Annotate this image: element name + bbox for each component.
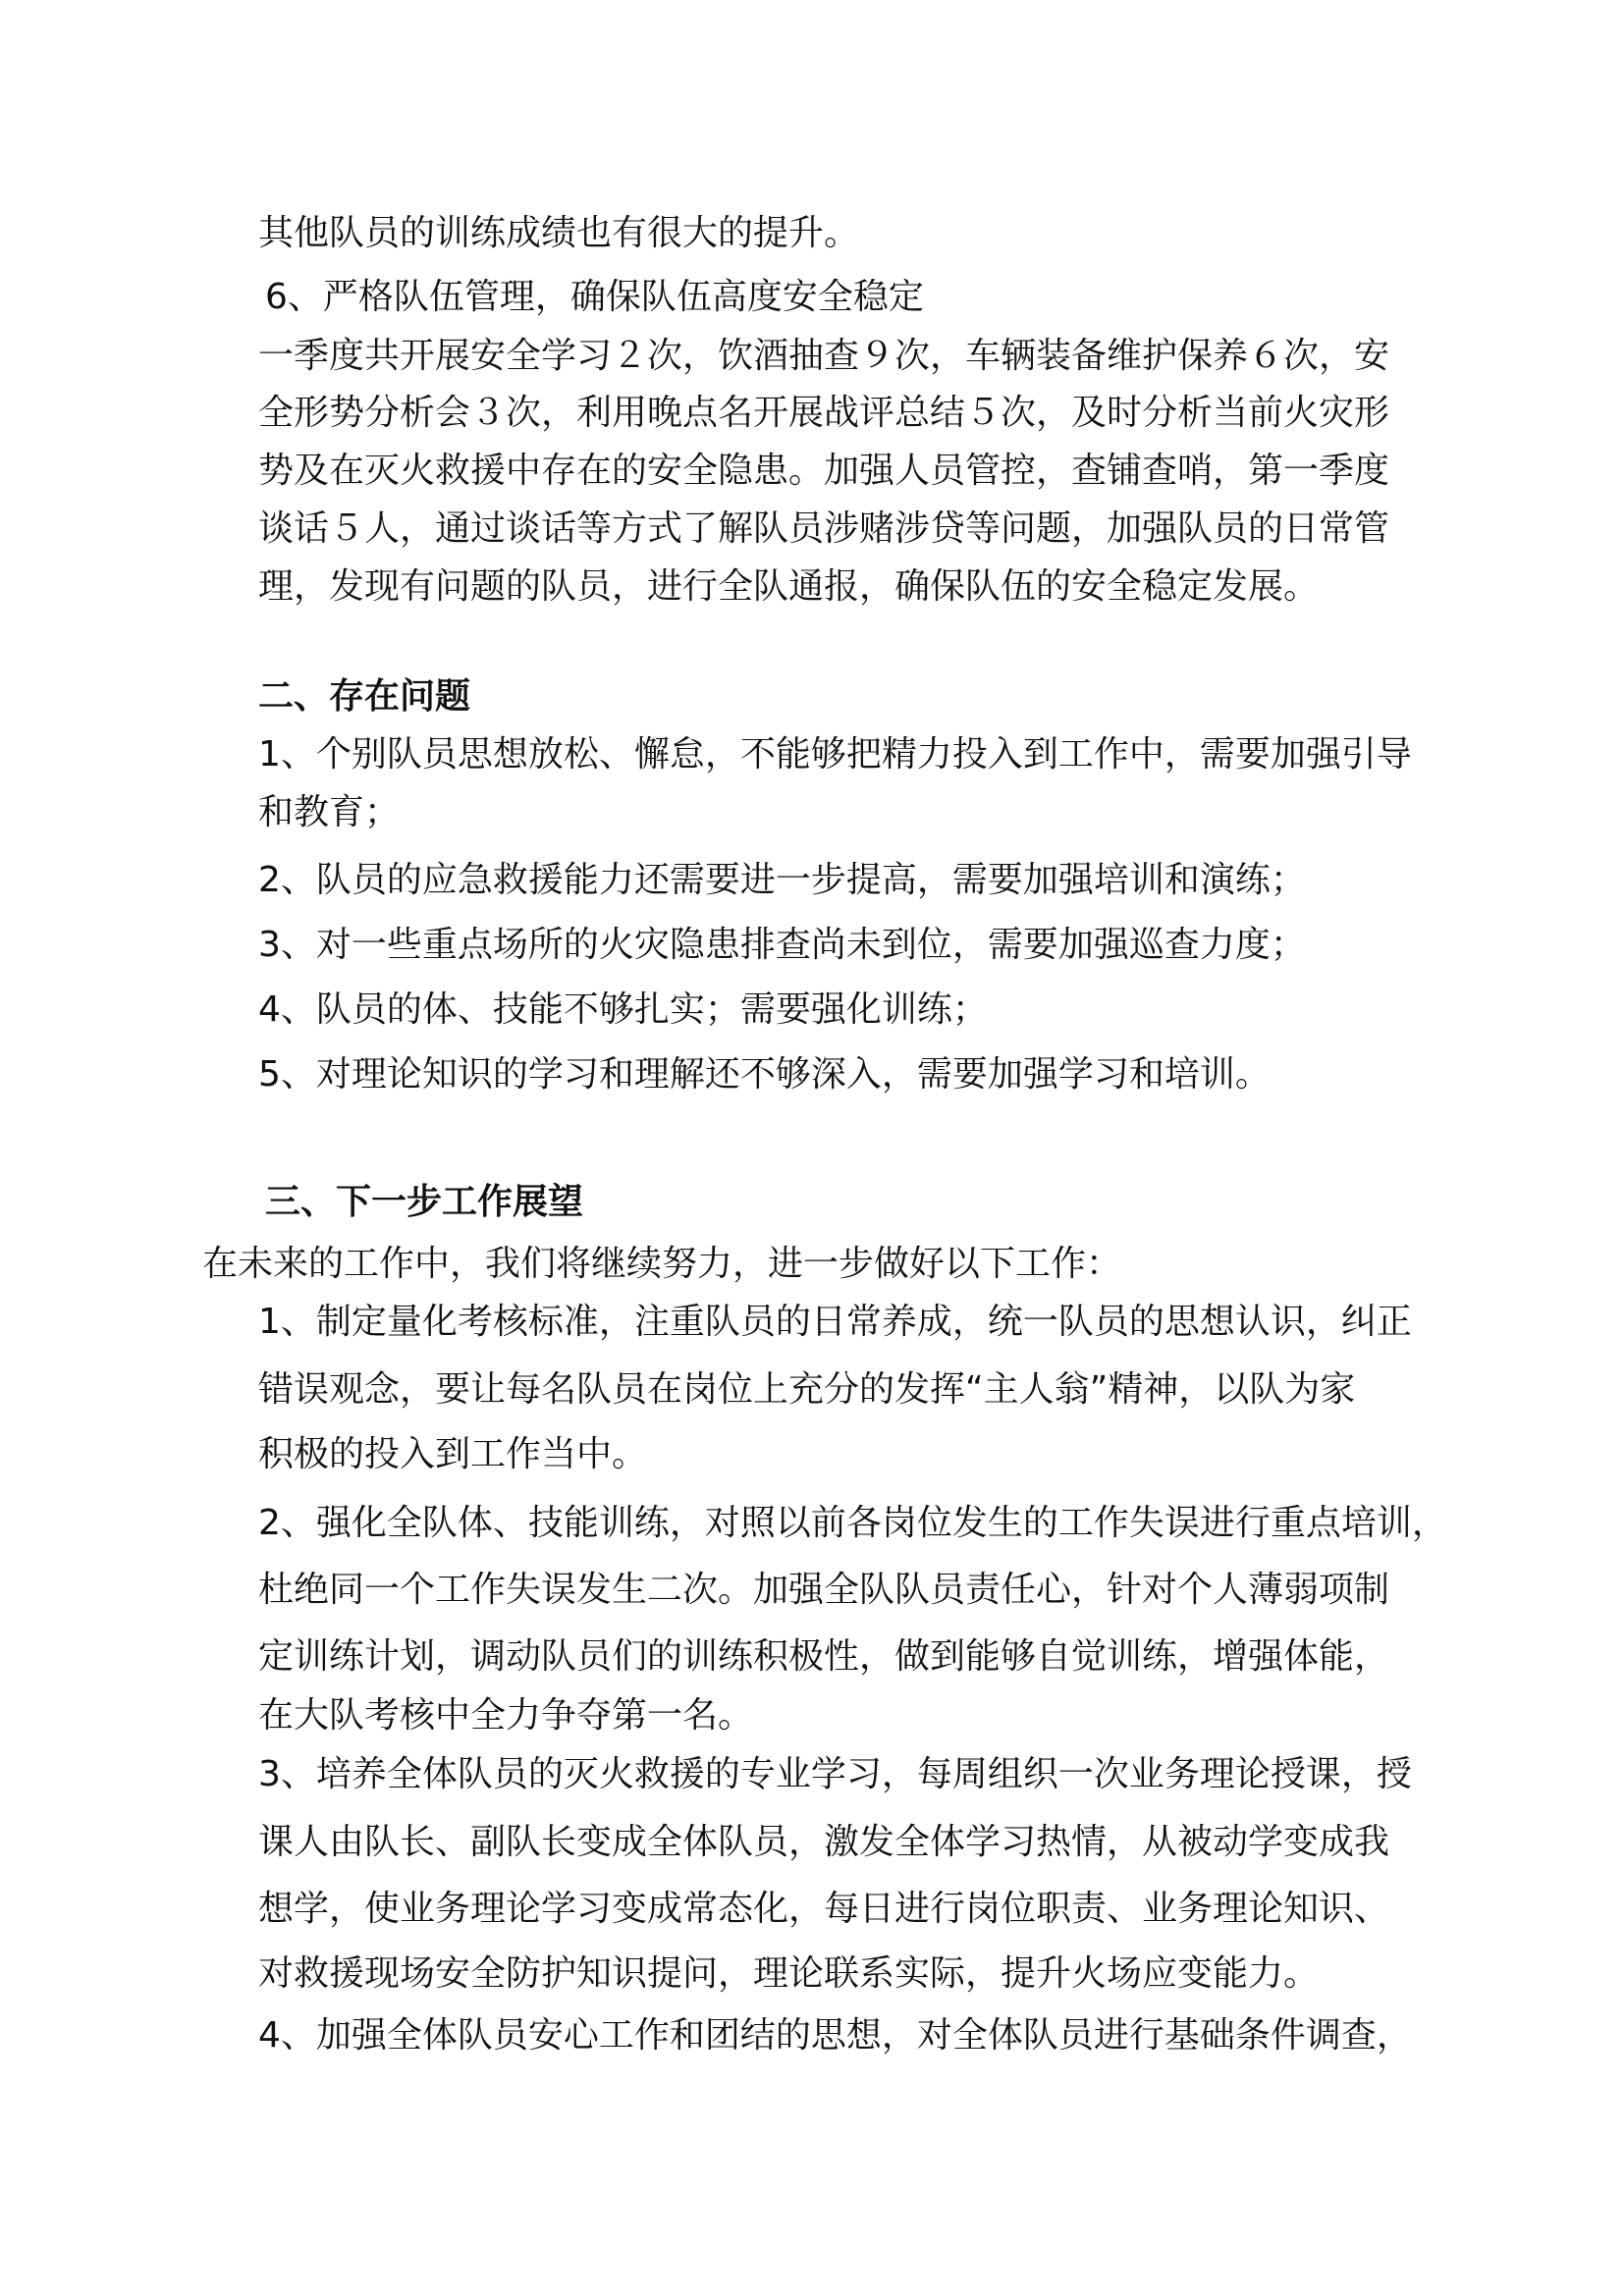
list-item: 对救援现场安全防护知识提问，理论联系实际，提升火场应变能力。 [258,1953,1320,1994]
list-item: 定训练计划，调动队员们的训练积极性，做到能够自觉训练，增强体能， [258,1636,1390,1677]
section-heading: 二、存在问题 [258,676,471,717]
paragraph-line: 其他队员的训练成绩也有很大的提升。 [258,213,860,253]
paragraph-line: 一季度共开展安全学习２次，饮酒抽查９次，车辆装备维护保养６次，安 [258,336,1390,376]
subheading: 6、严格队伍管理，确保队伍高度安全稳定 [265,277,924,317]
list-item: 想学，使业务理论学习变成常态化，每日进行岗位职责、业务理论知识、 [258,1889,1390,1929]
list-item: 4、队员的体、技能不够扎实；需要强化训练； [258,989,988,1030]
list-item: 在大队考核中全力争夺第一名。 [258,1695,754,1735]
paragraph-line: 全形势分析会３次，利用晚点名开展战评总结５次，及时分析当前火灾形 [258,393,1390,433]
list-item: 5、对理论知识的学习和理解还不够深入，需要加强学习和培训。 [258,1054,1271,1095]
list-item: 2、强化全队体、技能训练，对照以前各岗位发生的工作失误进行重点培训， [258,1503,1447,1543]
list-item: 错误观念，要让每名队员在岗位上充分的发挥“主人翁”精神，以队为家 [258,1369,1356,1410]
list-item: 杜绝同一个工作失误发生二次。加强全队队员责任心，针对个人薄弱项制 [258,1570,1390,1610]
paragraph-line: 在未来的工作中，我们将继续努力，进一步做好以下工作： [202,1244,1122,1284]
list-item: 3、对一些重点场所的火灾隐患排查尚未到位，需要加强巡查力度； [258,925,1306,965]
paragraph-line: 势及在灭火救援中存在的安全隐患。加强人员管控，查铺查哨，第一季度 [258,451,1390,491]
list-item: 3、培养全体队员的灭火救援的专业学习，每周组织一次业务理论授课，授 [258,1754,1412,1794]
list-item: 1、制定量化考核标准，注重队员的日常养成，统一队员的思想认识，纠正 [258,1302,1412,1342]
section-heading: 三、下一步工作展望 [265,1182,584,1222]
list-item: 4、加强全体队员安心工作和团结的思想，对全体队员进行基础条件调查， [258,2015,1412,2056]
paragraph-line: 谈话５人，通过谈话等方式了解队员涉赌涉贷等问题，加强队员的日常管 [258,508,1390,549]
list-item: 1、个别队员思想放松、懈怠，不能够把精力投入到工作中，需要加强引导 [258,734,1412,774]
paragraph-line: 理，发现有问题的队员，进行全队通报，确保队伍的安全稳定发展。 [258,566,1320,607]
list-item: 和教育； [258,792,401,832]
list-item: 课人由队长、副队长变成全体队员，激发全体学习热情，从被动学变成我 [258,1822,1390,1862]
list-item: 2、队员的应急救援能力还需要进一步提高，需要加强培训和演练； [258,860,1306,900]
list-item: 积极的投入到工作当中。 [258,1434,648,1474]
